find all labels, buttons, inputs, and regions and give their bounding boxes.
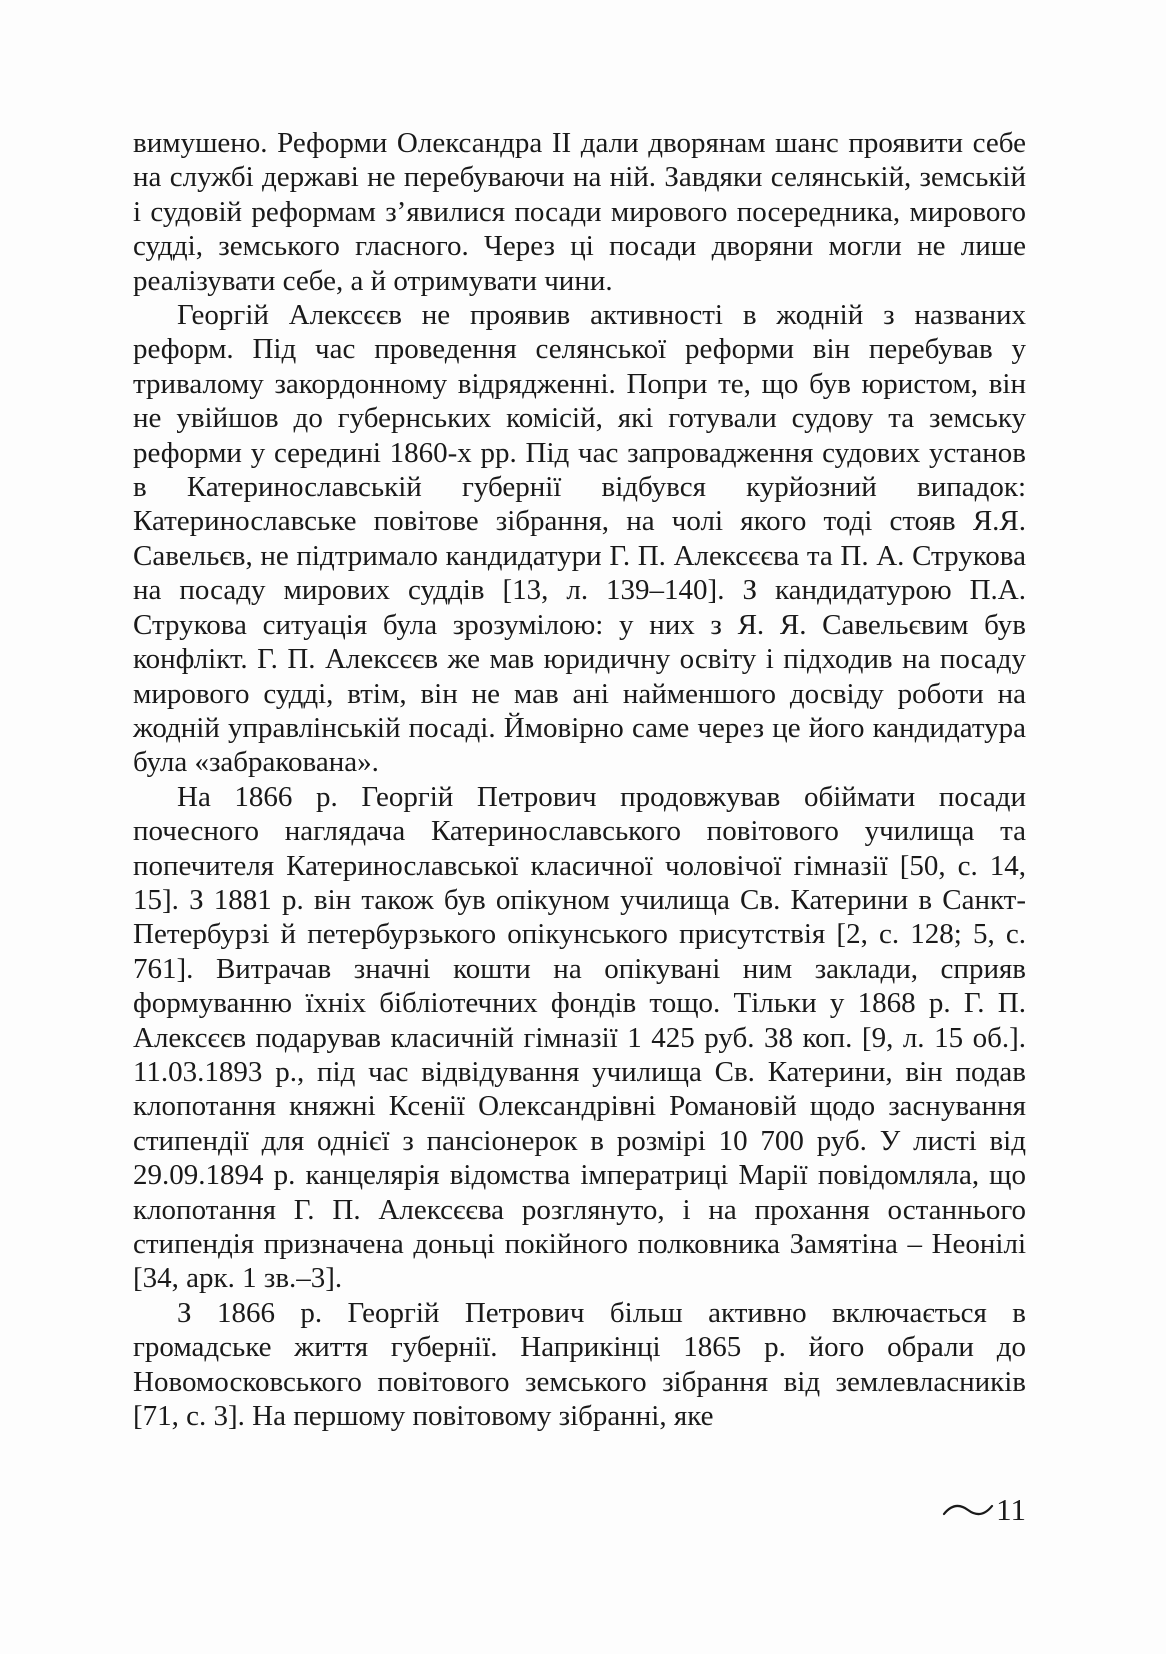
body-text bbox=[133, 126, 1026, 1433]
page-number: 11 bbox=[996, 1492, 1026, 1527]
paragraph-3: На 1866 р. Георгій Петрович продовжував обіймати посади почесного наглядача Катеринославського повітового училища та попечителя Катеринославської класичної чоловічої гімназії [50, с. 14, 15]. З 1881 р. він також був опікуном училища Св. Катерини в Санкт-Петербурзі й петербурзького опікунського присутствія [2, с. 128; 5, с. 761]. Витрачав значні кошти на опікувані ним заклади, сприяв формуванню їхніх бібліотечних фондів тощо. Тільки у 1868 р. Г. П. Алексєєв подарував класичній гімназії 1 425 руб. 38 коп. [9, л. 15 об.]. 11.03.1893 р., під час відвідування училища Св. Катерини, він подав клопотання княжні Ксенії Олександрівні Романовій щодо заснування стипендії для однієї з пансіонерок в розмірі 10 700 руб. У листі від 29.09.1894 р. канцелярія відомства імператриці Марії повідомляла, що клопотання Г. П. Алексєєва розглянуто, і на прохання останнього стипендія призначена доньці покійного полковника Замятіна – Неонілі [34, арк. 1 зв.–3]. bbox=[133, 780, 1026, 1295]
paragraph-2: Георгій Алексєєв не проявив активності в жодній з названих реформ. Під час проведення селянської реформи він перебував у тривалому закордонному відрядженні. Попри те, що був юристом, він не увійшов до губернських комісій, які готували судову та земську реформи у середині 1860-х рр. Під час запровадження судових установ в Катеринославській губернії відбувся курйозний випадок: Катеринославське повітове зібрання, на чолі якого тоді стояв Я.Я. Савельєв, не підтримало кандидатури Г. П. Алексєєва та П. А. Струкова на посаду мирових суддів [13, л. 139–140]. З кандидатурою П.А. Струкова ситуація була зрозумілою: у них з Я. Я. Савельєвим був конфлікт. Г. П. Алексєєв же мав юридичну освіту і підходив на посаду мирового судді, втім, він не мав ані найменшого досвіду роботи на жодній управлінській посаді. Ймовірно саме через це його кандидатура була «забракована». bbox=[133, 299, 1026, 779]
paragraph-1: вимушено. Реформи Олександра ІІ дали дворянам шанс проявити себе на службі державі не перебуваючи на ній. Завдяки селянській, земській і судовій реформам з’явилися посади мирового посередника, мирового судді, земського гласного. Через ці посади дворяни могли не лише реалізувати себе, а й отримувати чини. bbox=[133, 127, 1026, 297]
paragraph-4: З 1866 р. Георгій Петрович більш активно включається в громадське життя губернії. Наприкінці 1865 р. його обрали до Новомосковського повітового земського зібрання від землевласників [71, с. 3]. На першому повітовому зібранні, яке bbox=[133, 1296, 1026, 1433]
tilde-ornament-icon bbox=[942, 1500, 994, 1520]
page-footer bbox=[942, 1492, 1026, 1528]
